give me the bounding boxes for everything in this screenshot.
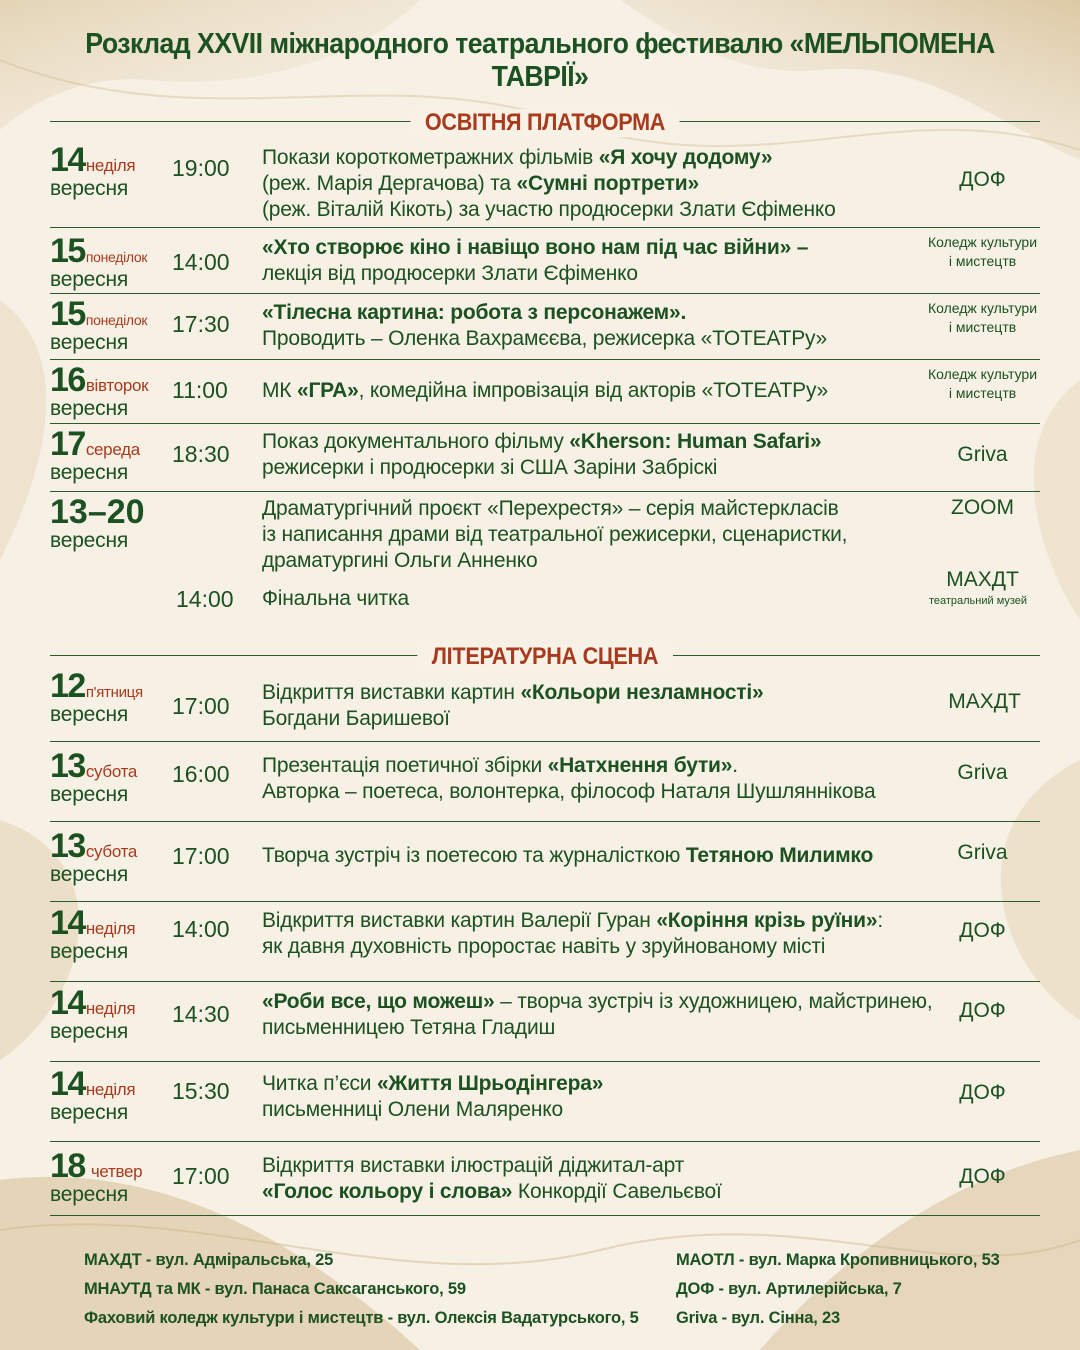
event-venue: ДОФ [959, 168, 1006, 191]
emphasized-text: «ГРА» [296, 379, 359, 402]
event-row [50, 1061, 1040, 1142]
event-day: 15 [50, 295, 85, 333]
event-venue: ДОФ [959, 919, 1006, 942]
event-description [262, 235, 952, 287]
event-day: 18 [50, 1147, 85, 1185]
event-description [262, 843, 952, 869]
event-row [50, 423, 1040, 492]
footer-address: ДОФ - вул. Артилерійська, 7 [676, 1280, 902, 1298]
footer-address: Фаховий коледж культури і мистецтв - вул. Олексія Вадатурського, 5 [84, 1309, 639, 1327]
footer-address: МНАУТД та МК - вул. Панаса Саксаганського, 59 [84, 1280, 466, 1298]
description-line [262, 908, 952, 934]
description-line [262, 1153, 952, 1179]
description-text: Проводить – Оленка Вахрамєєва, режисерка «ТОТЕАТРу» [262, 327, 828, 350]
event-month: вересня [50, 268, 129, 291]
description-line [262, 1071, 952, 1097]
event-weekday: субота [85, 762, 138, 781]
emphasized-text: «Сумні портрети» [516, 172, 699, 195]
event-month: вересня [50, 397, 129, 420]
event-month: вересня [50, 1020, 129, 1043]
event-venue: Griva [957, 443, 1008, 466]
event-row [50, 981, 1040, 1062]
event-venue: МАХДТ [946, 568, 1019, 591]
event-weekday: понеділок [85, 312, 148, 328]
event-venue: ДОФ [959, 1081, 1006, 1104]
event-time: 11:00 [172, 377, 228, 403]
description-line [262, 934, 952, 960]
poster-title: Розклад XXVII міжнародного театрального фестивалю «МЕЛЬПОМЕНА ТАВРІЇ» [85, 28, 995, 93]
emphasized-text: «Я хочу додому» [598, 146, 773, 169]
emphasized-text: «Kherson: Human Safari» [569, 430, 822, 453]
event-venue: Griva [957, 761, 1008, 784]
event-venue-note: театральний музей [928, 595, 1028, 607]
event-date [50, 1067, 175, 1125]
description-text: Творча зустріч із поетесою та журналісткою [262, 844, 686, 867]
event-day: 15 [50, 232, 85, 270]
event-month: вересня [50, 177, 129, 200]
event-date [50, 986, 175, 1044]
event-venue: ZOOM [951, 496, 1014, 519]
event-date [50, 143, 175, 201]
section-header-literature [50, 643, 1040, 670]
description-text: як давня духовність проростає навіть у зруйнованому місті [262, 935, 826, 958]
description-text: Показ документального фільму [262, 430, 570, 453]
event-weekday: середа [85, 440, 140, 459]
description-line [262, 496, 952, 522]
event-month: вересня [50, 783, 129, 806]
emphasized-text: «Тілесна картина: робота з персонажем». [262, 301, 687, 324]
footer-address: МАОТЛ - вул. Марка Кропивницького, 53 [676, 1251, 1000, 1269]
event-description [262, 145, 952, 223]
footer-address: Griva - вул. Сінна, 23 [676, 1309, 840, 1327]
section-header-education [50, 109, 1040, 136]
description-text: Презентація поетичної збірки [262, 754, 548, 777]
event-day: 12 [50, 667, 85, 705]
event-description [262, 753, 952, 805]
description-line [262, 989, 952, 1015]
event-date [50, 749, 175, 807]
description-text: Відкриття виставки картин [262, 681, 521, 704]
event-weekday: неділя [85, 999, 136, 1018]
event-date [50, 297, 175, 355]
event-time: 14:00 [172, 249, 230, 275]
event-description [262, 496, 952, 574]
event-day: 17 [50, 425, 85, 463]
description-text: драматургині Ольги Анненко [262, 549, 538, 572]
event-description [262, 1071, 952, 1123]
description-text: режисерки і продюсерки зі США Заріни Забріскі [262, 456, 718, 479]
event-day: 13 [50, 827, 85, 865]
event-row [50, 293, 1040, 360]
event-row [50, 741, 1040, 822]
description-line [262, 300, 952, 326]
event-description [262, 429, 952, 481]
event-venue: Griva [957, 841, 1008, 864]
event-date [50, 669, 175, 727]
emphasized-text: «Життя Шрьодінгера» [376, 1072, 604, 1095]
event-day: 14 [50, 1065, 85, 1103]
event-row [50, 665, 1040, 742]
description-line [262, 235, 952, 261]
event-time: 14:30 [172, 1001, 230, 1027]
event-date [50, 495, 175, 553]
event-time: 15:30 [172, 1078, 230, 1104]
event-date [50, 906, 175, 964]
emphasized-text: «Кольори незламності» [520, 681, 764, 704]
description-text: Фінальна читка [262, 587, 410, 610]
description-text: : [877, 909, 883, 932]
description-line [262, 171, 952, 197]
event-weekday: неділя [85, 156, 136, 175]
description-line [262, 455, 952, 481]
description-line [262, 586, 952, 612]
description-line [262, 779, 952, 805]
description-text: письменницею Тетяна Гладиш [262, 1016, 556, 1039]
event-row [50, 901, 1040, 982]
event-row [50, 140, 1040, 228]
event-description [262, 908, 952, 960]
event-row [50, 227, 1040, 294]
event-venue: Коледж культури і мистецтв [927, 234, 1038, 269]
description-line [262, 522, 952, 548]
event-row [50, 1141, 1040, 1216]
section-title: ОСВІТНЯ ПЛАТФОРМА [410, 109, 679, 137]
event-venue: Коледж культури і мистецтв [927, 300, 1038, 335]
description-line [262, 680, 952, 706]
description-line [262, 378, 952, 404]
description-text: Авторка – поетеса, волонтерка, філософ Наталя Шушляннікова [262, 780, 876, 803]
emphasized-text: «Хто створює кіно і навіщо воно нам під час війни» – [262, 236, 809, 259]
event-time: 16:00 [172, 761, 230, 787]
event-venue: ДОФ [959, 1165, 1006, 1188]
event-row [50, 359, 1040, 424]
description-text: (реж. Марія Дергачова) та [262, 172, 517, 195]
description-text: Відкриття виставки ілюстрацій діджитал-арт [262, 1154, 685, 1177]
section-title: ЛІТЕРАТУРНА СЦЕНА [417, 643, 672, 671]
description-text: Покази короткометражних фільмів [262, 146, 599, 169]
event-weekday: неділя [85, 919, 136, 938]
description-text: – творча зустріч із художницею, майстринею, [494, 990, 933, 1013]
description-line [262, 145, 952, 171]
emphasized-text: «Натхнення бути» [547, 754, 733, 777]
event-description [262, 680, 952, 732]
event-weekday: п'ятниця [85, 684, 143, 701]
description-text: із написання драми від театральної режисерки, сценаристки, [262, 523, 848, 546]
description-text: . [732, 754, 738, 777]
event-day: 13–20 [50, 493, 145, 531]
description-line [262, 261, 952, 287]
description-text: Богдани Баришевої [262, 707, 450, 730]
description-line [262, 843, 952, 869]
description-line [262, 197, 952, 223]
description-line [262, 753, 952, 779]
description-text: лекція від продюсерки Злати Єфіменко [262, 262, 638, 285]
emphasized-text: «Голос кольору і слова» [262, 1180, 513, 1203]
event-venue: Коледж культури і мистецтв [927, 366, 1038, 401]
description-line [262, 429, 952, 455]
description-line [262, 1179, 952, 1205]
event-month: вересня [50, 529, 129, 552]
event-time: 14:00 [176, 586, 234, 612]
event-description [262, 586, 952, 612]
event-time: 14:00 [172, 916, 230, 942]
event-day: 14 [50, 984, 85, 1022]
event-venue: ДОФ [959, 999, 1006, 1022]
event-description [262, 989, 952, 1041]
event-row [50, 821, 1040, 902]
footer-address: МАХДТ - вул. Адміральська, 25 [84, 1251, 334, 1269]
event-day: 16 [50, 361, 85, 399]
event-description [262, 300, 952, 352]
event-description [262, 1153, 952, 1205]
event-time: 17:00 [172, 1163, 230, 1189]
emphasized-text: «Роби все, що можеш» [262, 990, 495, 1013]
description-line [262, 548, 952, 574]
event-day: 14 [50, 904, 85, 942]
description-line [262, 1097, 952, 1123]
event-time: 17:00 [172, 693, 230, 719]
event-month: вересня [50, 461, 129, 484]
description-text: Читка п’єси [262, 1072, 377, 1095]
description-text: МК [262, 379, 297, 402]
description-text: Конкордії Савельєвої [512, 1180, 722, 1203]
event-description [262, 378, 952, 404]
emphasized-text: «Коріння крізь руїни» [656, 909, 878, 932]
event-month: вересня [50, 1183, 129, 1206]
event-time: 17:00 [172, 843, 230, 869]
event-time: 17:30 [172, 311, 230, 337]
event-month: вересня [50, 940, 129, 963]
event-date [50, 234, 175, 292]
event-day: 13 [50, 747, 85, 785]
event-weekday: понеділок [85, 249, 148, 265]
event-weekday: четвер [90, 1162, 143, 1181]
event-time: 19:00 [172, 155, 230, 181]
event-day: 14 [50, 141, 85, 179]
event-date [50, 363, 175, 421]
description-line [262, 706, 952, 732]
event-date [50, 427, 175, 485]
description-text: , комедійна імпровізація від акторів «ТОТЕАТРу» [358, 379, 828, 402]
event-month: вересня [50, 1101, 129, 1124]
event-venue: МАХДТ [948, 690, 1021, 713]
event-date [50, 1149, 175, 1207]
emphasized-text: Тетяною Милимко [685, 844, 874, 867]
description-text: письменниці Олени Маляренко [262, 1098, 563, 1121]
description-line [262, 1015, 952, 1041]
event-weekday: субота [85, 842, 138, 861]
event-row [50, 491, 1040, 621]
event-time: 18:30 [172, 441, 230, 467]
event-month: вересня [50, 331, 129, 354]
description-text: Драматургічний проєкт «Перехрестя» – серія майстеркласів [262, 497, 839, 520]
event-month: вересня [50, 863, 129, 886]
description-text: (реж. Віталій Кікоть) за участю продюсерки Злати Єфіменко [262, 198, 836, 221]
description-text: Відкриття виставки картин Валерії Гуран [262, 909, 657, 932]
event-month: вересня [50, 703, 129, 726]
event-weekday: неділя [85, 1080, 136, 1099]
event-date [50, 829, 175, 887]
event-weekday: вівторок [85, 376, 149, 395]
description-line [262, 326, 952, 352]
